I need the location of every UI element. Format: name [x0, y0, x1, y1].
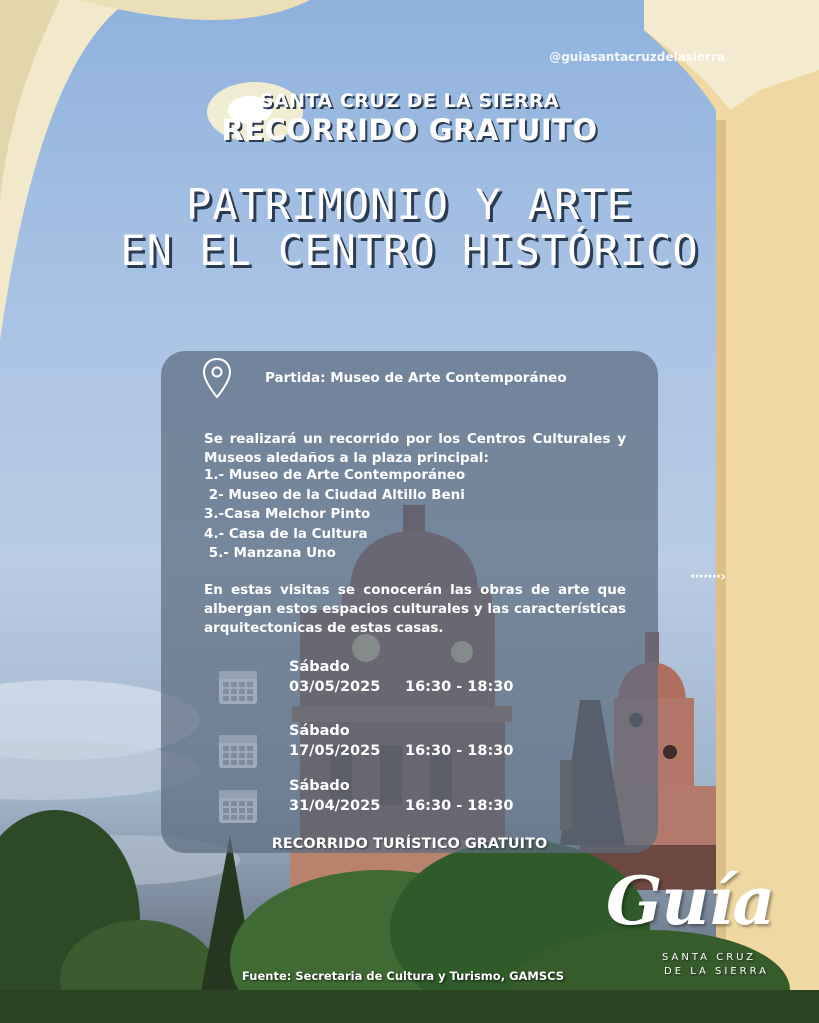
date-time: 16:30 - 18:30 — [405, 743, 514, 759]
stops-list — [204, 466, 465, 564]
header-tour: RECORRIDO GRATUITO — [221, 113, 598, 147]
list-item: 3.-Casa Melchor Pinto — [204, 506, 371, 522]
list-item: 2- Museo de la Ciudad Altillo Beni — [204, 486, 465, 503]
date-date: 03/05/2025 — [289, 679, 381, 695]
date-day: Sábado — [289, 778, 350, 794]
logo-subtitle-1: SANTA CRUZ — [662, 952, 757, 963]
date-date: 31/04/2025 — [289, 798, 381, 814]
calendar-icon — [218, 731, 258, 769]
date-block-3 — [218, 778, 518, 828]
calendar-icon — [218, 786, 258, 824]
date-time: 16:30 - 18:30 — [405, 798, 514, 814]
header-city: SANTA CRUZ DE LA SIERRA — [259, 90, 560, 112]
calendar-icon — [218, 667, 258, 705]
date-day: Sábado — [289, 723, 350, 739]
headline-line-2: EN EL CENTRO HISTÓRICO — [120, 226, 699, 275]
visits-text: En estas visitas se conocerán las obras de arte que albergan estos espacios culturales y las características arquitectonicas de estas casas. — [204, 582, 626, 636]
list-item: 4.- Casa de la Cultura — [204, 525, 368, 542]
date-block-1 — [218, 659, 518, 709]
list-item: 5.- Manzana Uno — [204, 545, 336, 561]
departure-text: Partida: Museo de Arte Contemporáneo — [265, 370, 567, 386]
location-pin-icon — [202, 357, 232, 401]
date-block-2 — [218, 723, 518, 773]
headline-line-1: PATRIMONIO Y ARTE — [186, 180, 633, 229]
logo-wordmark: Guía — [606, 862, 775, 940]
free-tour-tagline: RECORRIDO TURÍSTICO GRATUITO — [271, 836, 548, 852]
dotted-arrow-right-icon[interactable]: ·······› — [690, 569, 725, 585]
date-date: 17/05/2025 — [289, 743, 381, 759]
tour-intro: Se realizará un recorrido por los Centros Culturales y Museos aledaños a la plaza principal: — [204, 431, 626, 466]
date-time: 16:30 - 18:30 — [405, 679, 514, 695]
logo-subtitle-2: DE LA SIERRA — [664, 966, 769, 977]
social-handle: @guiasantacruzdelasierra — [549, 50, 725, 64]
date-day: Sábado — [289, 659, 350, 675]
list-item: 1.- Museo de Arte Contemporáneo — [204, 467, 466, 483]
source-credit: Fuente: Secretaria de Cultura y Turismo, GAMSCS — [242, 969, 565, 983]
